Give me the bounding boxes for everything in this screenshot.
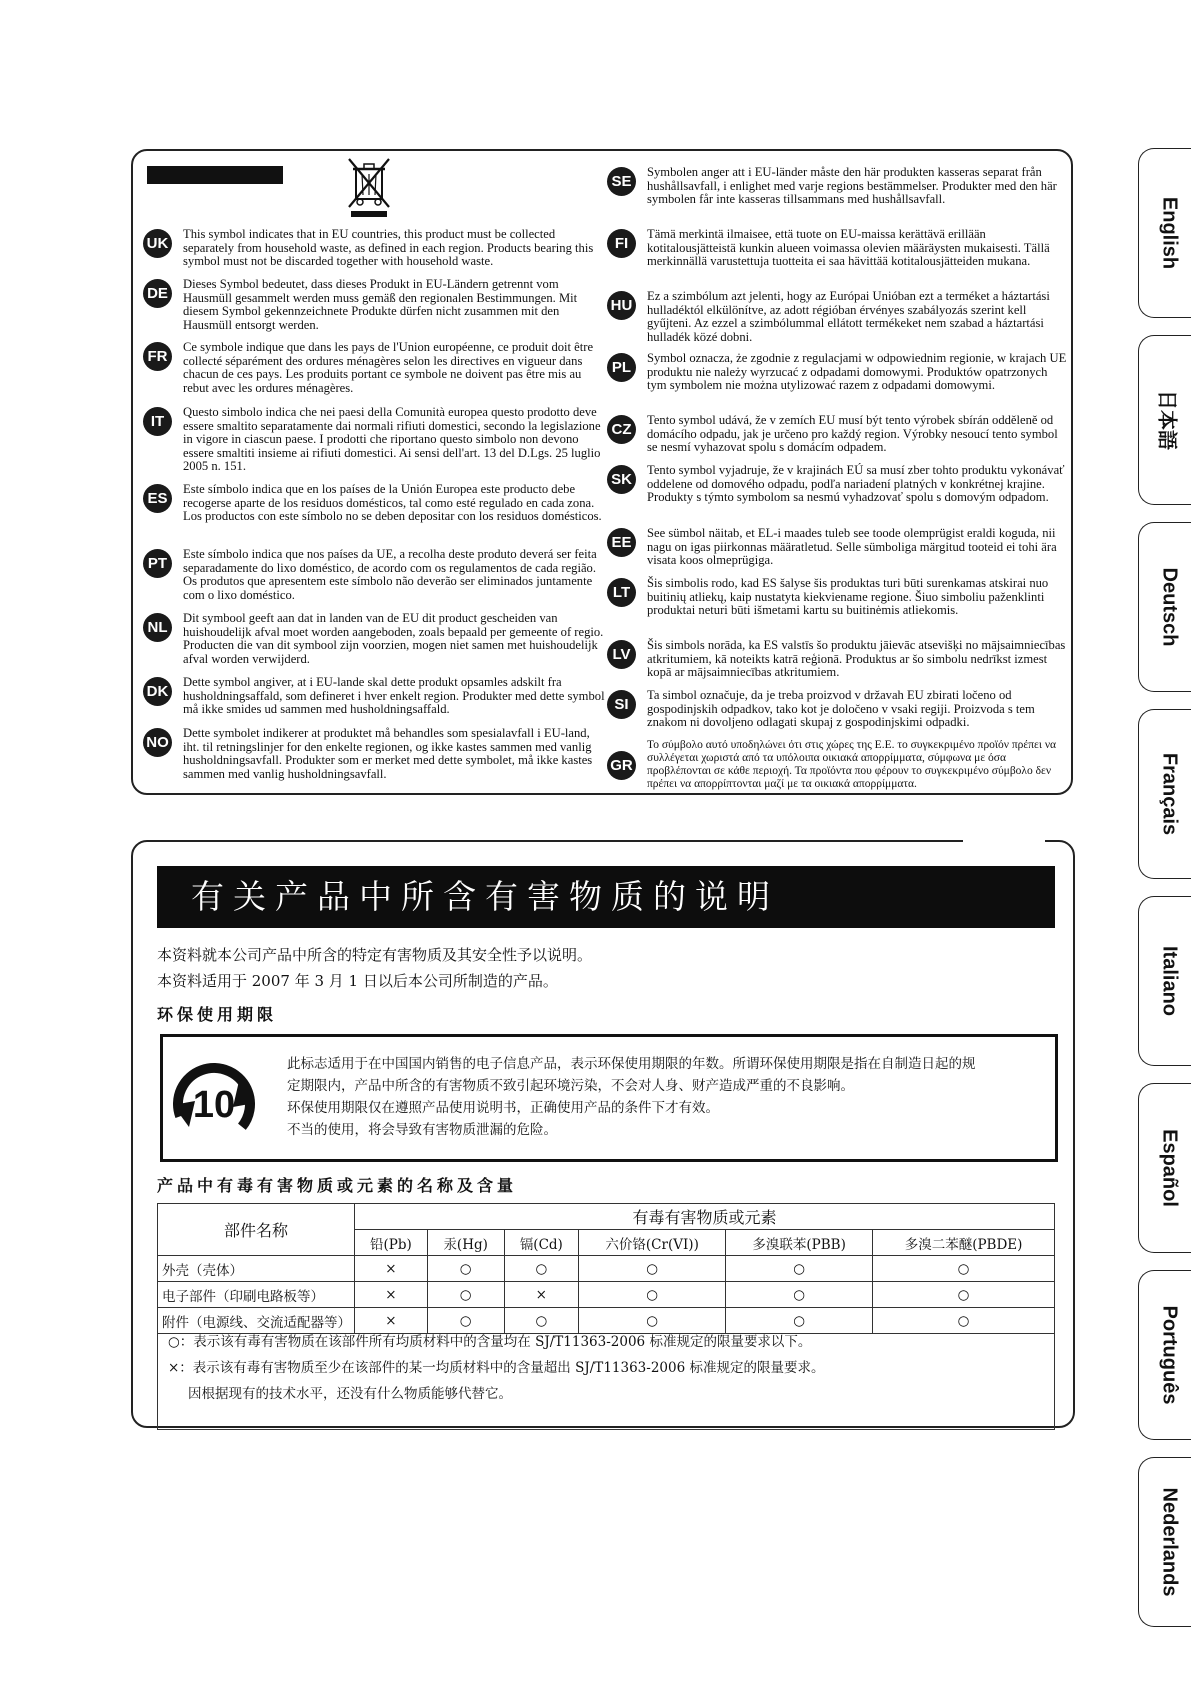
tab-label: Deutsch [1158,567,1180,647]
country-badge: EE [607,528,636,557]
note-reason: 因根据现有的技术水平，还没有什么物质能够代替它。 [188,1386,512,1402]
tab-label: 日本語 [1155,390,1177,450]
entry-text: Symbolen anger att i EU-länder måste den här produkten kasseras separat från hushållsavfall, i enlighet med varje regions bestämmelser. Produkter med den här symbolen får inte kasseras tillsammans med hushållsavfall. [647,165,1057,207]
page-title: 有关产品中所含有害物质的说明 [157,866,1055,928]
epup-10-icon [167,1057,261,1151]
tab-label: Nederlands [1158,1487,1180,1597]
entry-text: Este símbolo indica que en los países de la Unión Europea este producto debe recogerse aparte de los residuos domésticos, tal como esté regulado en cada zona. Los productos con este símbolo no se deben depositar con los residuos domésticos. [183,482,602,524]
entry-text: Šis simbols norāda, ka ES valstīs šo produktu jāievāc atsevišķi no mājsaimniecības atkritumiem, kā noteikts katrā reģionā. Produktus ar šo simbolu nedrīkst izmest kopā ar mājsaimniecības atkritumiem. [647,638,1066,680]
mark-cell: ○ [873,1282,1055,1308]
table-row [158,1282,1055,1308]
mark-cell: ○ [726,1256,873,1282]
mark-cell: ○ [726,1308,873,1334]
substance-group-header: 有毒有害物质或元素 [355,1204,1055,1230]
epup-years: 10 [192,1084,236,1126]
tab-nederlands[interactable] [1138,1457,1191,1627]
part-name-header: 部件名称 [158,1204,355,1256]
substance-table [157,1203,1055,1334]
intro-line-1: 本资料就本公司产品中所含的特定有害物质及其安全性予以说明。 [157,946,593,964]
part-name: 电子部件（印刷电路板等） [158,1282,355,1308]
note-cross: ×：表示该有毒有害物质至少在该部件的某一均质材料中的含量超出 SJ/T11363-2006 标准规定的限量要求。 [168,1360,825,1376]
table-row [158,1256,1055,1282]
entry-text: Dieses Symbol bedeutet, dass dieses Produkt in EU-Ländern getrennt vom Hausmüll gesammelt werden muss gemäß den regionalen Bestimmungen. Mit diesem Symbol gekennzeichnete Produkte dürfen nicht zusammen mit den Hausmüll entsorgt werden. [183,277,578,332]
mark-cell: × [504,1282,579,1308]
substance-header: 多溴二苯醚(PBDE) [873,1230,1055,1256]
entry-text: Dit symbool geeft aan dat in landen van de EU dit product gescheiden van huishoudelijk afval moet worden aangeboden, zoals bepaald per gemeente of regio. Producten die van dit symbool zijn voorzien, mogen niet samen met huishoudelijk afval worden verwijderd. [183,611,604,666]
tab-japanese[interactable] [1138,335,1191,505]
country-badge: PT [143,549,172,578]
entry-text: Dette symbolet indikerer at produktet må behandles som spesialavfall i EU-land, iht. til retningslinjer for den enkelte regionen, og ikke kastes sammen med vanlig husholdningsavfall. Produkter som er merket med dette symbolet, må ikke kastes sammen med vanlig husholdningsavfall. [183,726,593,781]
note-circle: ○：表示该有毒有害物质在该部件所有均质材料中的含量均在 SJ/T11363-2006 标准规定的限量要求以下。 [168,1334,812,1350]
intro-line-2: 本资料适用于 2007 年 3 月 1 日以后本公司所制造的产品。 [157,972,558,990]
entry-text: Dette symbol angiver, at i EU-lande skal dette produkt opsamles adskilt fra husholdningsaffald, som defineret i hver enkelt region. Produkter med dette symbol må ikke smides ud sammen med husholdningsaffald. [183,675,605,717]
mark-cell: ○ [873,1256,1055,1282]
mark-cell: ○ [873,1308,1055,1334]
tab-label: English [1158,196,1180,270]
entry-text: Ez a szimbólum azt jelenti, hogy az Európai Unióban ezt a terméket a háztartási hulladéktól elkülönítve, az adott régióban érvényes szabályozás szerint kell gyűjteni. Az ezzel a szimbólummal ellátott termékeket nem szabad a háztartási hulladék közé dobni. [647,289,1050,344]
country-badge: CZ [607,415,636,444]
country-badge: LV [607,640,636,669]
entry-text: Tento symbol udává, že v zemích EU musí být tento výrobek sbírán odděleně od domácího odpadu, jak je určeno pro každý region. Výrobky nesoucí tento symbol se nesmí vyhazovat spolu s domácím odpadem. [647,413,1058,455]
country-badge: SK [607,465,636,494]
substance-header: 六价铬(Cr(VI)) [579,1230,726,1256]
epup-line: 不当的使用，将会导致有害物质泄漏的危险。 [287,1122,557,1138]
part-name: 附件（电源线、交流适配器等） [158,1308,355,1334]
country-badge: DK [143,677,172,706]
entry-text: Ta simbol označuje, da je treba proizvod v državah EU zbirati ločeno od gospodinjskih odpadkov, tako kot je določeno v vsaki regiji. Proizvoda s tem znakom ni dovoljeno odlagati skupaj z gospodinjskimi odpadki. [647,688,1035,730]
mark-cell: × [355,1256,428,1282]
country-badge: NO [143,728,172,757]
entry-text: Questo simbolo indica che nei paesi della Comunità europea questo prodotto deve essere smaltito separatamente dai normali rifiuti domestici, secondo la legislazione in vigore in ciascun paese. I prodotti che riportano questo simbolo non devono essere smaltiti insieme ai rifiuti domestici. Ai sensi dell'art. 13 del D.Lgs. 25 luglio 2005 n. 151. [183,405,601,474]
entry-text: Symbol oznacza, że zgodnie z regulacjami w odpowiednim regionie, w krajach UE produktu nie należy wyrzucać z odpadami domowymi. Produktów opatrzonych tym symbolem nie można utylizować razem z odpadami domowymi. [647,351,1067,393]
tab-label: Français [1158,752,1180,836]
mark-cell: ○ [427,1308,504,1334]
country-badge: NL [143,613,172,642]
country-badge: PL [607,353,636,382]
entry-text: Ce symbole indique que dans les pays de l'Union européenne, ce produit doit être collecté séparément des ordures ménagères selon les directives en vigueur dans chacun de ces pays. Les produits portant ce symbole ne doivent pas être mis au rebut avec les ordures ménagères. [183,340,594,395]
epup-line: 环保使用期限仅在遵照产品使用说明书，正确使用产品的条件下才有效。 [287,1100,719,1116]
entry-text: Šis simbolis rodo, kad ES šalyse šis produktas turi būti surenkamas atskirai nuo buitinių atliekų, kaip nustatyta kiekviename regione. Šiuo simboliu paženklinti produktai neturi būti išmetami kartu su buitinėmis atliekomis. [647,576,1049,618]
country-badge: FI [607,229,636,258]
substance-header: 汞(Hg) [427,1230,504,1256]
tab-label: Español [1158,1129,1180,1207]
china-rohs-notice [131,840,1075,1428]
substance-header: 多溴联苯(PBB) [726,1230,873,1256]
tab-espanol[interactable] [1138,1083,1191,1253]
country-badge: SI [607,690,636,719]
substance-header: 铅(Pb) [355,1230,428,1256]
country-badge: FR [143,342,172,371]
border-gap [963,838,1045,846]
mark-cell: ○ [504,1256,579,1282]
epup-line: 此标志适用于在中国国内销售的电子信息产品，表示环保使用期限的年数。所谓环保使用期限是指在自制造日起的规 [287,1056,976,1072]
entry-text: Tento symbol vyjadruje, že v krajinách EÚ sa musí zber tohto produktu vykonávať oddelene od domového odpadu, podľa nariadení platných v konkrétnej krajine. Produkty s týmto symbolom sa nesmú vyhadzovať spolu s domovým odpadom. [647,463,1065,505]
mark-cell: ○ [504,1308,579,1334]
epup-line: 定期限内，产品中所含的有害物质不致引起环境污染，不会对人身、财产造成严重的不良影响。 [287,1078,854,1094]
country-badge: LT [607,578,636,607]
entry-text: This symbol indicates that in EU countries, this product must be collected separately from household waste, as defined in each region. Products bearing this symbol must not be discarded together with household waste. [183,227,594,269]
mark-cell: ○ [579,1282,726,1308]
black-label-bar [147,166,283,184]
tab-italiano[interactable] [1138,896,1191,1066]
mark-cell: ○ [427,1282,504,1308]
epup-heading: 环保使用期限 [157,1005,278,1024]
country-badge: UK [143,229,172,258]
tab-label: Português [1158,1305,1180,1405]
entry-text: Este símbolo indica que nos países da UE, a recolha deste produto deverá ser feita separadamente do lixo doméstico, de acordo com os regulamentos de cada região. Os produtos que apresentem este símbolo não deverão ser eliminados juntamente com o lixo doméstico. [183,547,597,602]
country-badge: HU [607,291,636,320]
epup-section [160,1034,1058,1162]
crossed-bin-icon [347,157,391,219]
mark-cell: ○ [726,1282,873,1308]
tab-english[interactable] [1138,148,1191,318]
epup-description [287,1053,1047,1141]
tab-francais[interactable] [1138,709,1191,879]
country-badge: IT [143,407,172,436]
eu-disposal-notice [131,149,1073,795]
tab-deutsch[interactable] [1138,522,1191,692]
table-heading: 产品中有毒有害物质或元素的名称及含量 [157,1176,518,1195]
country-badge: ES [143,484,172,513]
entry-text: Tämä merkintä ilmaisee, että tuote on EU-maissa kerättävä erillään kotitalousjätteistä kunkin alueen voimassa olevien määräysten mukaisesti. Tällä merkinnällä varustettuja tuotteita ei saa hävittää kotitalousjätteiden mukana. [647,227,1050,269]
entry-text: See sümbol näitab, et EL-i maades tuleb see toode olemprügist eraldi koguda, nii nagu on igas piirkonnas määratletud. Selle sümboliga märgitud tooteid ei tohi ära visata koos olmeprügiga. [647,526,1057,568]
country-badge: SE [607,167,636,196]
mark-cell: ○ [579,1256,726,1282]
table-notes [157,1326,1055,1430]
mark-cell: ○ [427,1256,504,1282]
substance-header: 镉(Cd) [504,1230,579,1256]
mark-cell: × [355,1308,428,1334]
entry-text: Το σύμβολο αυτό υποδηλώνει ότι στις χώρες της Ε.Ε. το συγκεκριμένο προϊόν πρέπει να συλλέγεται χωριστά από τα υπόλοιπα οικιακά απορρίμματα, σύμφωνα με όσα προβλέπονται σε κάθε περιοχή. Τα προϊόντα που φέρουν το συγκεκριμένο σύμβολο δεν πρέπει να απορρίπτονται μαζί με τα οικιακά απορρίμματα. [647,739,1057,790]
tab-label: Italiano [1158,945,1180,1017]
mark-cell: ○ [579,1308,726,1334]
tab-portugues[interactable] [1138,1270,1191,1440]
mark-cell: × [355,1282,428,1308]
part-name: 外壳（壳体） [158,1256,355,1282]
country-badge: DE [143,279,172,308]
country-badge: GR [607,751,636,780]
